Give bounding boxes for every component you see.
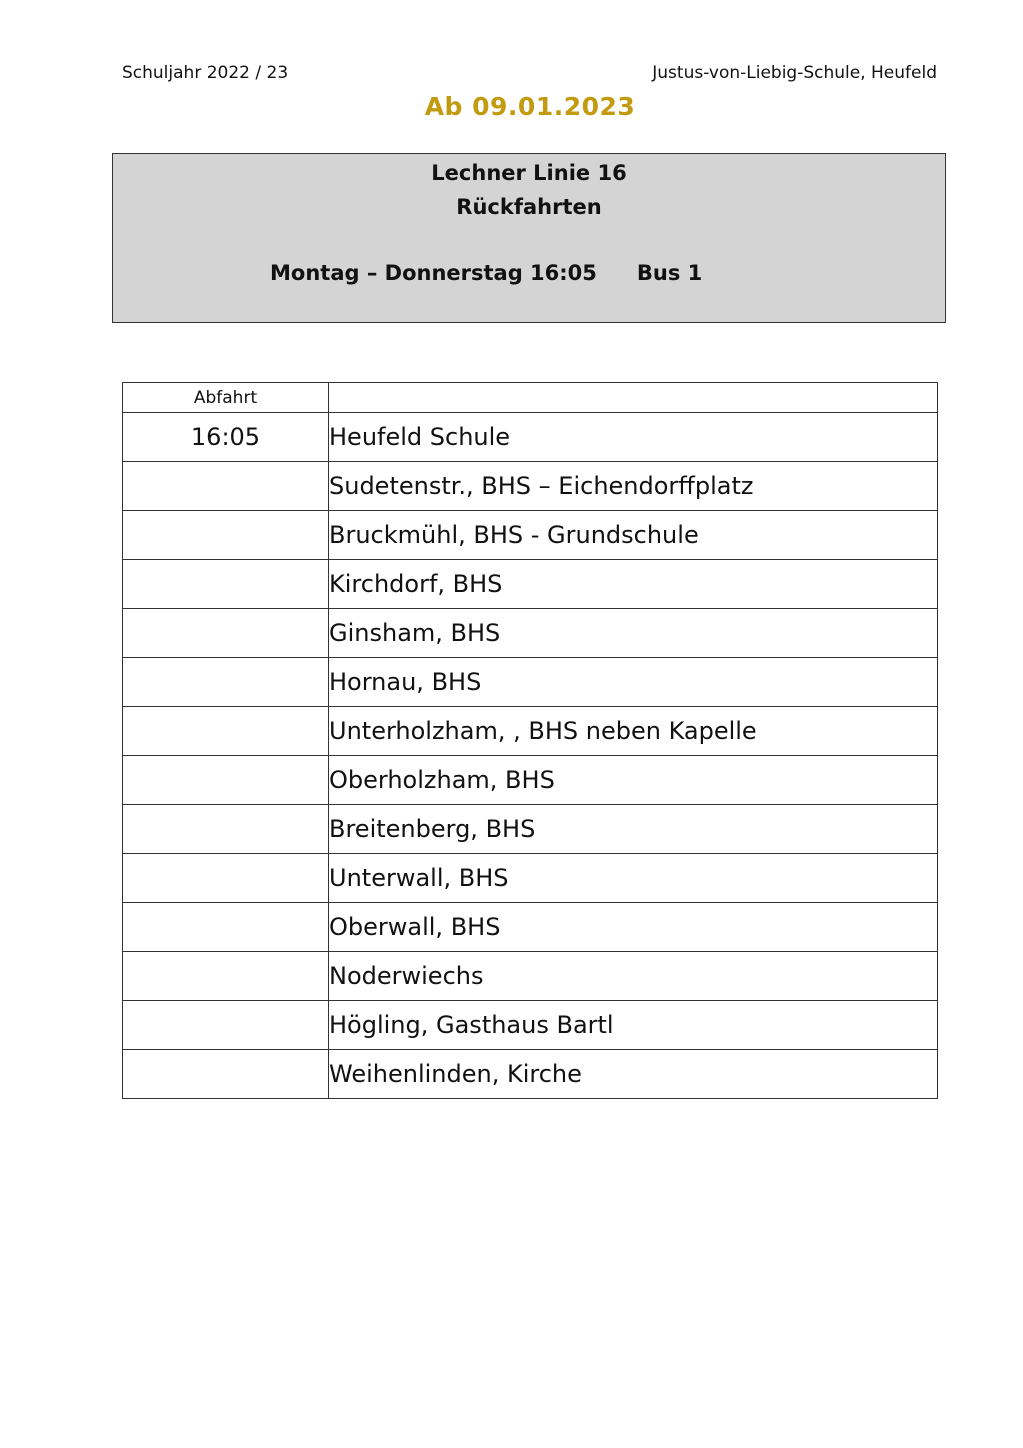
stop-name-cell: Bruckmühl, BHS - Grundschule bbox=[329, 511, 938, 560]
departure-time-cell bbox=[123, 805, 329, 854]
stop-name-cell: Weihenlinden, Kirche bbox=[329, 1050, 938, 1099]
table-row bbox=[123, 952, 938, 1001]
departure-time-cell bbox=[123, 511, 329, 560]
stop-name-cell: Unterholzham, , BHS neben Kapelle bbox=[329, 707, 938, 756]
table-row bbox=[123, 805, 938, 854]
departure-time-cell bbox=[123, 609, 329, 658]
stop-name-cell: Ginsham, BHS bbox=[329, 609, 938, 658]
table-row bbox=[123, 560, 938, 609]
school-name: Justus-von-Liebig-Schule, Heufeld bbox=[652, 63, 937, 83]
table-row bbox=[123, 707, 938, 756]
departure-time-cell bbox=[123, 903, 329, 952]
stop-name-cell: Sudetenstr., BHS – Eichendorffplatz bbox=[329, 462, 938, 511]
bus-number: Bus 1 bbox=[636, 261, 703, 285]
direction: Rückfahrten bbox=[456, 195, 602, 219]
table-header-row bbox=[123, 383, 938, 413]
schedule-days: Montag – Donnerstag 16:05 bbox=[270, 261, 597, 285]
stop-name-cell: Heufeld Schule bbox=[329, 413, 938, 462]
departure-time-cell bbox=[123, 1050, 329, 1099]
route-info-box bbox=[112, 153, 946, 323]
table-row bbox=[123, 413, 938, 462]
stop-name-cell: Breitenberg, BHS bbox=[329, 805, 938, 854]
table-row bbox=[123, 1001, 938, 1050]
table-row bbox=[123, 854, 938, 903]
table-row bbox=[123, 903, 938, 952]
table-row bbox=[123, 511, 938, 560]
departure-time-cell bbox=[123, 1001, 329, 1050]
stop-name-cell: Högling, Gasthaus Bartl bbox=[329, 1001, 938, 1050]
stop-name-cell: Hornau, BHS bbox=[329, 658, 938, 707]
departure-time-cell bbox=[123, 560, 329, 609]
valid-from-date: Ab 09.01.2023 bbox=[424, 92, 636, 121]
table-row bbox=[123, 609, 938, 658]
table-row bbox=[123, 658, 938, 707]
departure-time-cell: 16:05 bbox=[123, 413, 329, 462]
schedule bbox=[270, 261, 702, 285]
departure-time-cell bbox=[123, 462, 329, 511]
stop-name-cell: Unterwall, BHS bbox=[329, 854, 938, 903]
stop-name-cell: Oberholzham, BHS bbox=[329, 756, 938, 805]
line-name: Lechner Linie 16 bbox=[431, 161, 627, 185]
school-year: Schuljahr 2022 / 23 bbox=[122, 63, 289, 83]
timetable bbox=[122, 382, 938, 1099]
column-header-departure: Abfahrt bbox=[123, 383, 329, 413]
stop-name-cell: Oberwall, BHS bbox=[329, 903, 938, 952]
table-row bbox=[123, 462, 938, 511]
stop-name-cell: Noderwiechs bbox=[329, 952, 938, 1001]
column-header-stop bbox=[329, 383, 938, 413]
departure-time-cell bbox=[123, 658, 329, 707]
stop-name-cell: Kirchdorf, BHS bbox=[329, 560, 938, 609]
departure-time-cell bbox=[123, 756, 329, 805]
departure-time-cell bbox=[123, 707, 329, 756]
table-row bbox=[123, 1050, 938, 1099]
departure-time-cell bbox=[123, 952, 329, 1001]
departure-time-cell bbox=[123, 854, 329, 903]
table-row bbox=[123, 756, 938, 805]
